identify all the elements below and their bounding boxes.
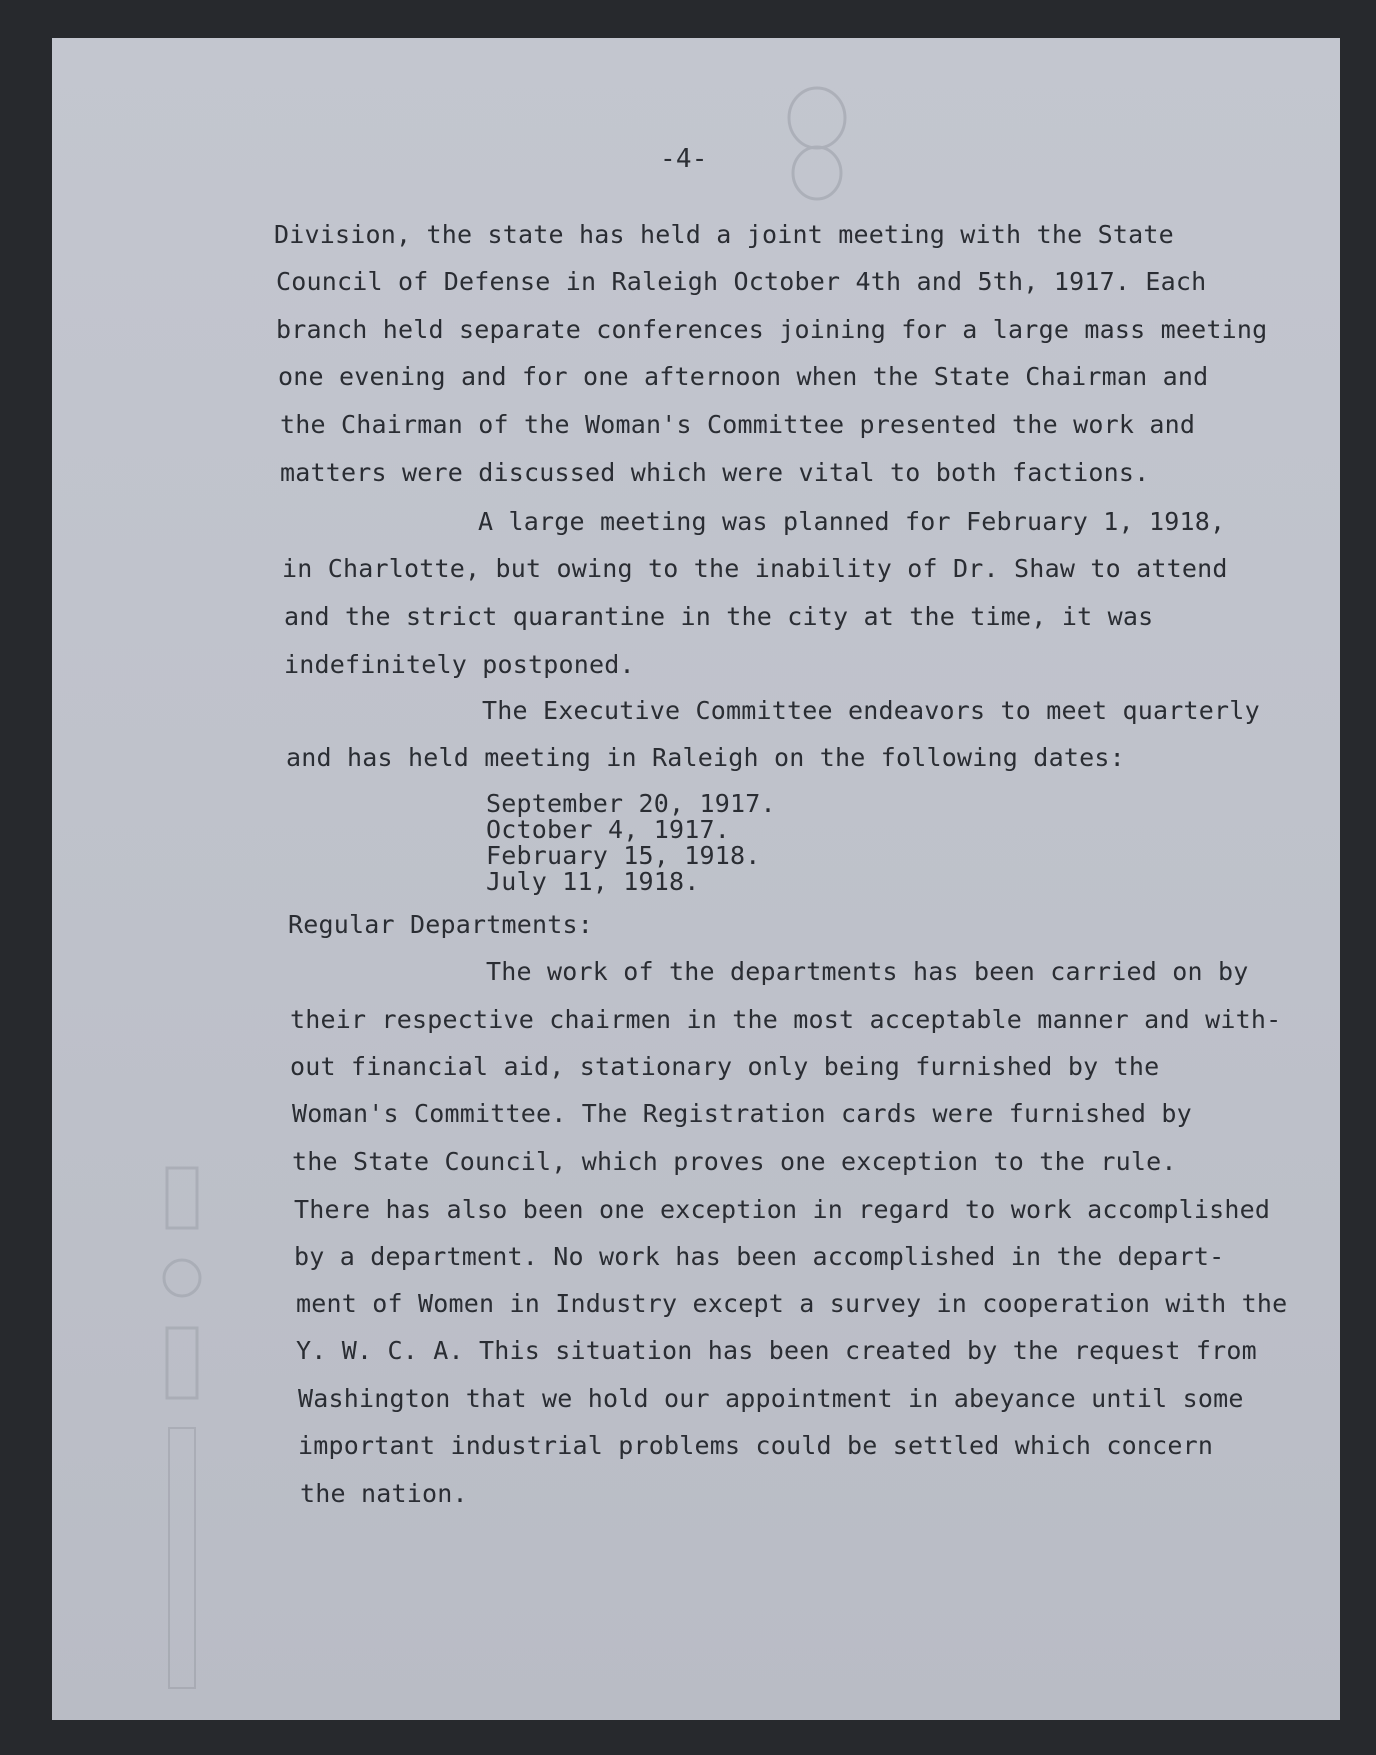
paragraph-line: and has held meeting in Raleigh on the following dates:	[286, 743, 1125, 772]
paragraph-line: in Charlotte, but owing to the inability of Dr. Shaw to attend	[282, 554, 1228, 583]
paragraph-line: The Executive Committee endeavors to meet quarterly	[482, 696, 1260, 725]
paragraph-line: Y. W. C. A. This situation has been created by the request from	[296, 1336, 1257, 1365]
paragraph-line: important industrial problems could be settled which concern	[298, 1431, 1214, 1460]
paragraph-line: ment of Women in Industry except a survey in cooperation with the	[296, 1289, 1288, 1318]
paragraph-line: their respective chairmen in the most acceptable manner and with-	[290, 1005, 1282, 1034]
paragraph-line: out financial aid, stationary only being furnished by the	[290, 1052, 1160, 1081]
paragraph-line: Council of Defense in Raleigh October 4th and 5th, 1917. Each	[276, 267, 1207, 296]
paragraph-line: the State Council, which proves one exception to the rule.	[292, 1147, 1177, 1176]
paragraph-line: Woman's Committee. The Registration cards were furnished by	[292, 1099, 1192, 1128]
paragraph-line: matters were discussed which were vital to both factions.	[280, 458, 1150, 487]
page-number: -4-	[660, 144, 708, 174]
paragraph-line: Washington that we hold our appointment in abeyance until some	[298, 1384, 1244, 1413]
paragraph-line: A large meeting was planned for February 1, 1918,	[478, 507, 1226, 536]
meeting-date: February 15, 1918.	[486, 841, 761, 870]
paragraph-line: one evening and for one afternoon when the State Chairman and	[278, 362, 1209, 391]
meeting-date: September 20, 1917.	[486, 789, 776, 818]
paragraph-line: the Chairman of the Woman's Committee presented the work and	[280, 410, 1196, 439]
paragraph-line: There has also been one exception in regard to work accomplished	[294, 1195, 1271, 1224]
meeting-date: October 4, 1917.	[486, 815, 731, 844]
meeting-date: July 11, 1918.	[486, 867, 700, 896]
paragraph-line: The work of the departments has been carried on by	[486, 957, 1249, 986]
paragraph-line: branch held separate conferences joining for a large mass meeting	[276, 315, 1268, 344]
document-page	[52, 38, 1340, 1720]
paragraph-line: and the strict quarantine in the city at the time, it was	[284, 602, 1154, 631]
typed-text	[52, 38, 1340, 1720]
paragraph-line: by a department. No work has been accomplished in the depart-	[294, 1242, 1225, 1271]
paragraph-line: Division, the state has held a joint meeting with the State	[274, 220, 1174, 249]
section-heading: Regular Departments:	[288, 910, 594, 939]
paragraph-line: indefinitely postponed.	[284, 650, 635, 679]
paragraph-line: the nation.	[300, 1479, 468, 1508]
